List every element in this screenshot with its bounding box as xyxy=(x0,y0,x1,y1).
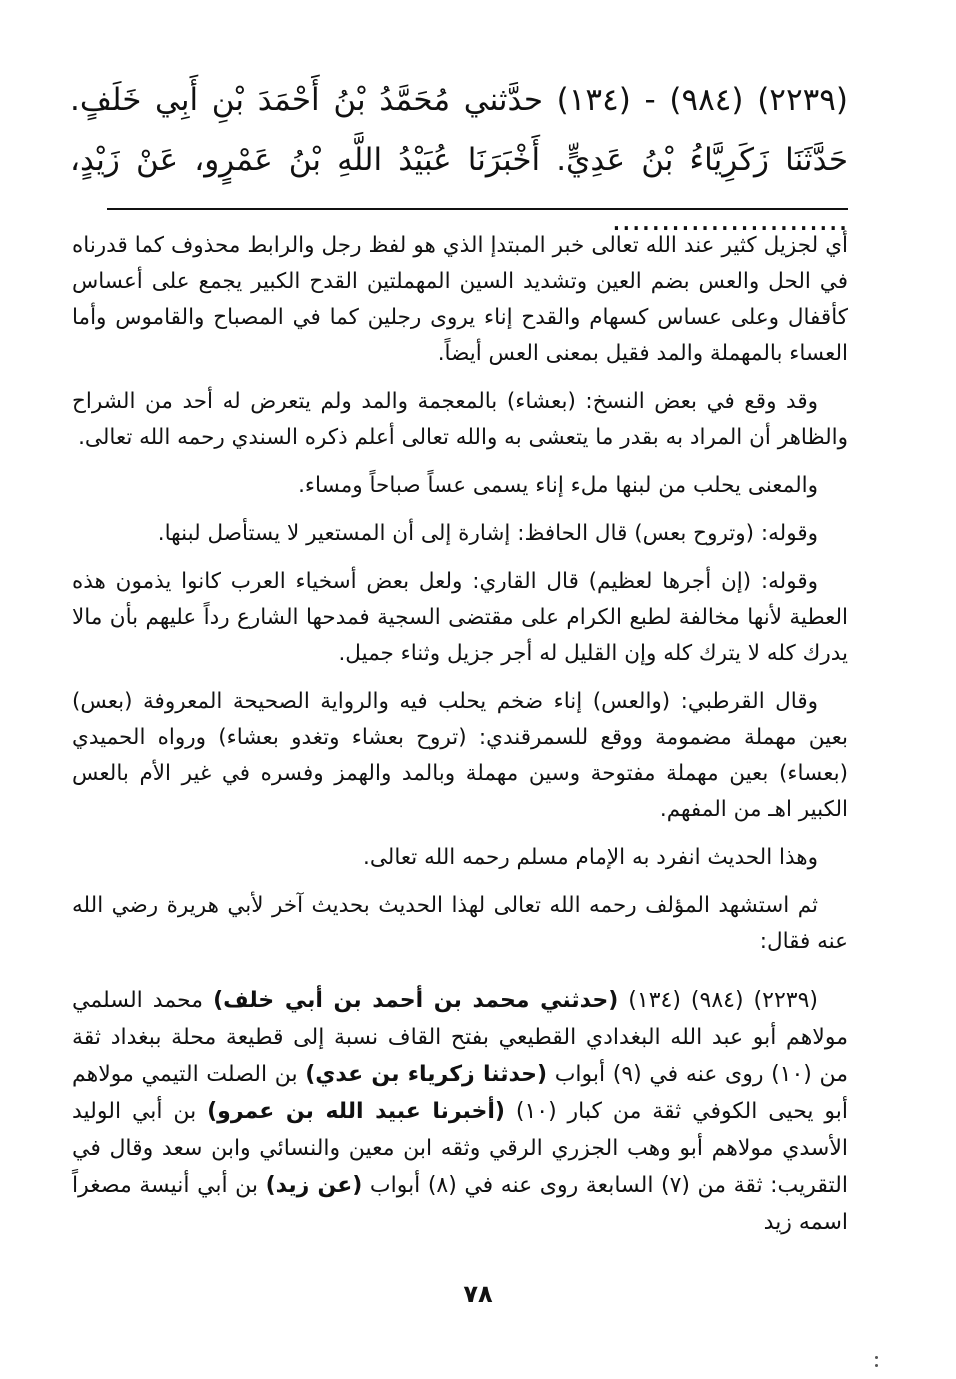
hadith-isnad: حدَّثني مُحَمَّدُ بْنُ أَحْمَدَ بْنِ أَبِي خَلَفٍ. حَدَّثَنَا زَكَرِيَّاءُ بْنُ عَدِيٍّ. أَخْبَرَنَا عُبَيْدُ اللَّهِ بْنُ عَمْرٍو، عَنْ زَيْدٍ، xyxy=(70,82,848,178)
narrator-quote: (حدثنا زكرياء بن عدي) xyxy=(305,1062,548,1087)
commentary-paragraph: وقال القرطبي: (والعس) إناء ضخم يحلب فيه والرواية الصحيحة المعروفة (بعس) بعين مهملة مضمومة ووقع للسمرقندي: (تروح بعشاء وتغدو بعشاء) ورواه الحميدي (بعساء) بعين مهملة مفتوحة وسين مهملة وبالمد والهمز وفسره في غير الأم بالعس الكبير اهـ من المفهم. xyxy=(72,689,848,822)
hadith-number: (٢٢٣٩) (٩٨٤) - (١٣٤) xyxy=(556,82,849,118)
hadith-text xyxy=(70,70,848,250)
commentary-section xyxy=(72,228,848,1253)
page-number: ٧٨ xyxy=(463,1280,493,1308)
narrator-note: بن الصلت التيمي مولاهم أبو يحيى الكوفي ثقة من كبار (١٠) xyxy=(72,1062,848,1124)
commentary-paragraph: أي لجزيل كثير عند الله تعالى خبر المبتدإ الذي هو لفظ رجل والرابط محذوف كما قدرناه في الحل والعس بضم العين وتشديد السين المهملتين القدح الكبير يجمع على أعساس كأقفال وعلى عساس كسهام والقدح إناء يروى رجلين كما في المصباح والقاموس وأما العساء بالمهملة والمد فقيل بمعنى العس أيضاً. xyxy=(72,233,848,366)
commentary-paragraph: وهذا الحديث انفرد به الإمام مسلم رحمه الله تعالى. xyxy=(363,845,818,870)
narrator-note: بن أبي الوليد الأسدي مولاهم أبو وهب الجزري الرقي وثقه ابن معين والنسائي وابن سعد وقال في التقريب: ثقة من (٧) السابعة روى عنه في (٨) أبواب xyxy=(72,1099,848,1198)
narrator-note: بن أبي أنيسة مصغراً اسمه زيد xyxy=(72,1173,848,1235)
commentary-paragraph: والمعنى يحلب من لبنها ملء إناء يسمى عساً صباحاً ومساء. xyxy=(298,473,818,498)
commentary-paragraph: وقوله: (إن أجرها لعظيم) قال القاري: ولعل بعض أسخياء العرب كانوا يذمون هذه العطية لأنها مخالفة لطبع الكرام على مقتضى السجية فمدحها الشارع رداً عليهم بأن مالا يدرك كله لا يترك كله وإن القليل له أجر جزيل وثناء جميل. xyxy=(72,569,848,666)
commentary-paragraph: ثم استشهد المؤلف رحمه الله تعالى لهذا الحديث بحديث آخر لأبي هريرة رضي الله عنه فقال: xyxy=(72,893,848,954)
hadith-continuation-dots: ........................ xyxy=(611,202,848,238)
narrator-note: محمد السلمي مولاهم أبو عبد الله البغدادي القطيعي بفتح القاف نسبة إلى قطيعة محلة ببغداد ثقة من (١٠) روى عنه في (٩) أبواب xyxy=(72,988,849,1087)
narrator-quote: (حدثني محمد بن أحمد بن أبي خلف) xyxy=(213,988,619,1013)
footnote-divider xyxy=(107,208,848,210)
narrator-numbers: (٢٢٣٩) (٩٨٤) (١٣٤) xyxy=(628,988,818,1013)
scan-speck xyxy=(874,1356,879,1368)
narrator-quote: (أخبرنا عبيد الله بن عمرو) xyxy=(207,1099,505,1124)
commentary-paragraph: وقوله: (وتروح بعس) قال الحافظ: إشارة إلى أن المستعير لا يستأصل لبنها. xyxy=(157,521,818,546)
narrator-explanation xyxy=(72,982,848,1241)
narrator-quote: (عن زيد) xyxy=(265,1173,363,1198)
commentary-paragraph: وقد وقع في بعض النسخ: (بعشاء) بالمعجمة والمد ولم يتعرض له أحد من الشراح والظاهر أن المراد به بقدر ما يتعشى به والله تعالى أعلم ذكره السندي رحمه الله تعالى. xyxy=(72,389,848,450)
